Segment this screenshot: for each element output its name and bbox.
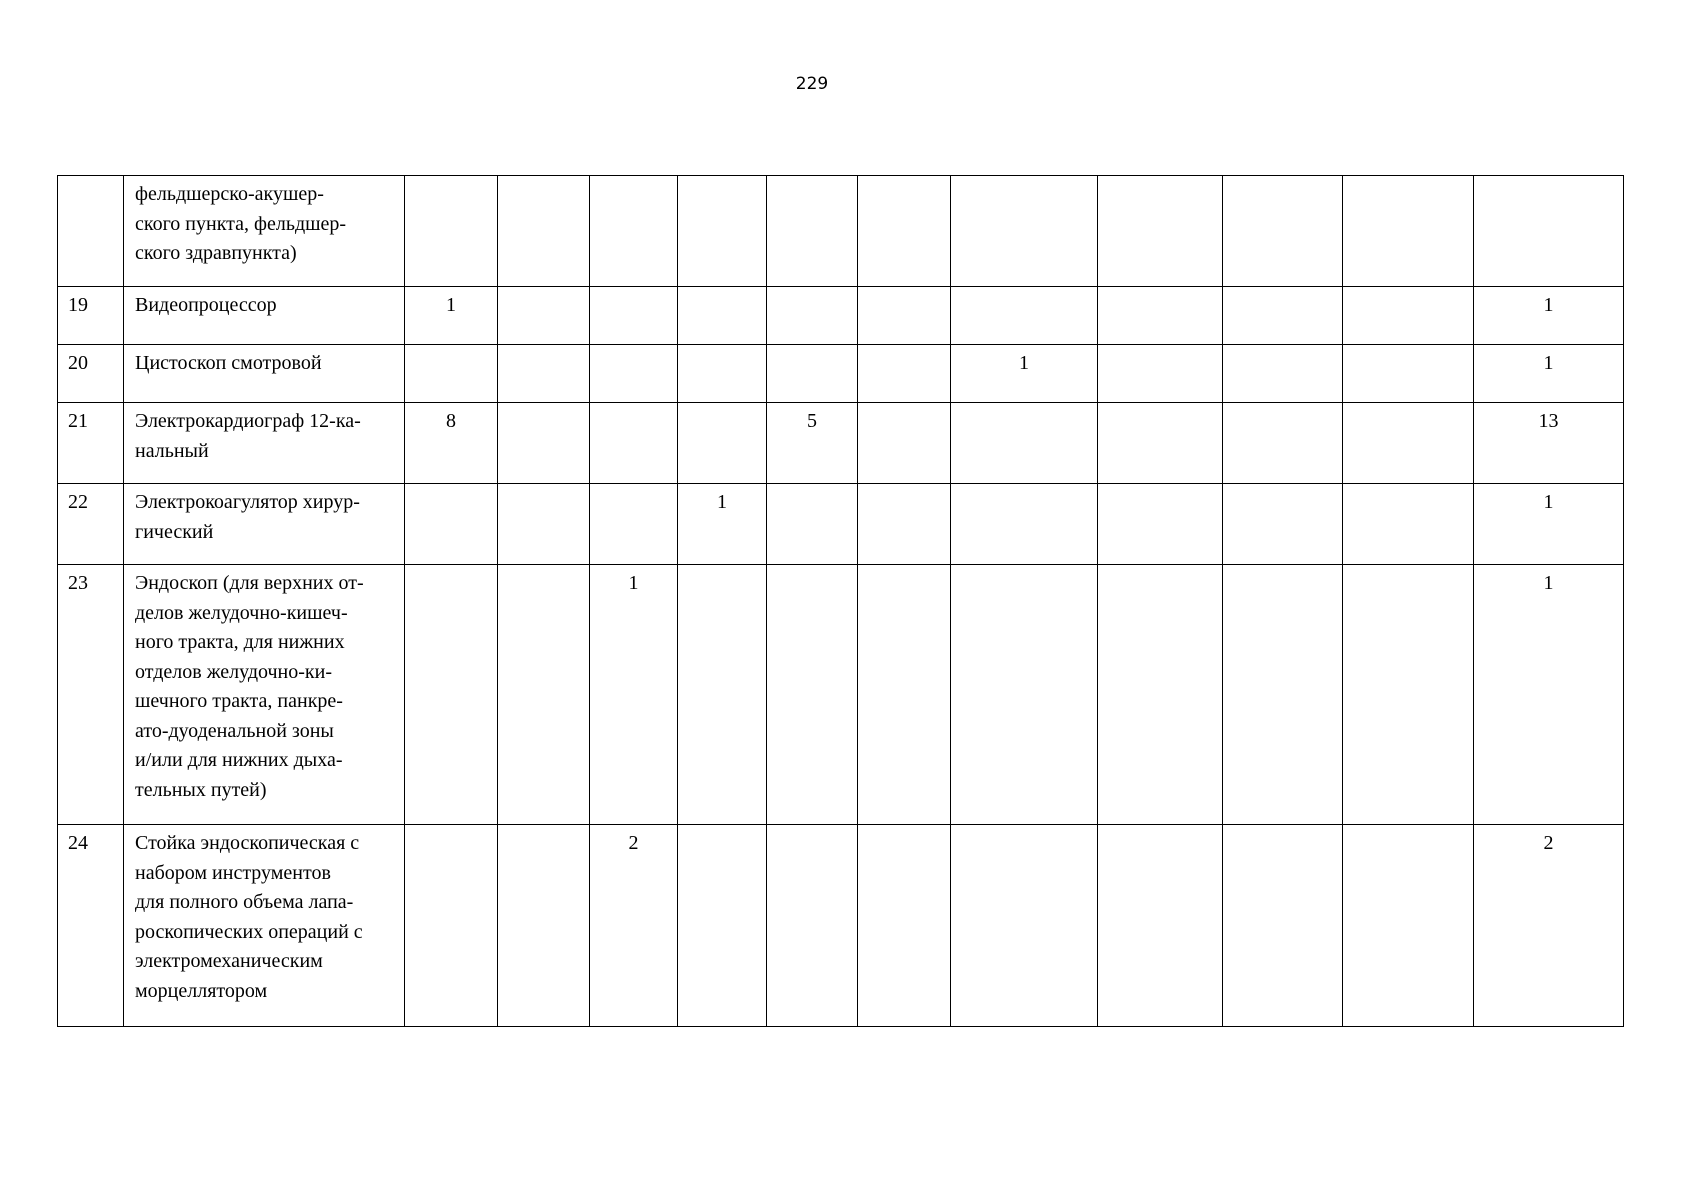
row-number: 24 <box>58 825 124 1027</box>
table-row <box>58 484 1624 565</box>
equipment-name: Электрокардиограф 12-ка- нальный <box>124 403 405 484</box>
quantity-cell <box>1098 176 1223 287</box>
equipment-name: Эндоскоп (для верхних от- делов желудочно-кишеч- ного тракта, для нижних отделов желудочно-ки- шечного тракта, панкре- ато-дуоденальной зоны и/или для нижних дыха- тельных путей) <box>124 565 405 825</box>
equipment-name: Электрокоагулятор хирур- гический <box>124 484 405 565</box>
quantity-cell <box>1223 287 1343 345</box>
quantity-cell <box>767 176 858 287</box>
row-number: 19 <box>58 287 124 345</box>
table-row <box>58 287 1624 345</box>
quantity-cell <box>1098 287 1223 345</box>
quantity-cell <box>590 287 678 345</box>
row-number: 20 <box>58 345 124 403</box>
quantity-cell: 1 <box>405 287 498 345</box>
quantity-cell <box>951 565 1098 825</box>
quantity-cell <box>767 825 858 1027</box>
equipment-name: Цистоскоп смотровой <box>124 345 405 403</box>
quantity-cell <box>498 287 590 345</box>
quantity-cell <box>1343 484 1474 565</box>
quantity-cell <box>498 825 590 1027</box>
quantity-cell <box>1098 565 1223 825</box>
table-body <box>58 176 1624 1027</box>
quantity-cell <box>951 825 1098 1027</box>
quantity-cell <box>1343 403 1474 484</box>
quantity-cell <box>767 287 858 345</box>
quantity-cell <box>590 345 678 403</box>
quantity-cell <box>405 345 498 403</box>
quantity-cell <box>858 565 951 825</box>
quantity-cell: 1 <box>951 345 1098 403</box>
row-number: 21 <box>58 403 124 484</box>
quantity-cell <box>858 287 951 345</box>
quantity-cell <box>590 403 678 484</box>
table-row <box>58 403 1624 484</box>
quantity-cell <box>678 287 767 345</box>
quantity-cell <box>1098 345 1223 403</box>
total-quantity-cell: 1 <box>1474 287 1624 345</box>
total-quantity-cell: 1 <box>1474 484 1624 565</box>
equipment-name: фельдшерско-акушер- ского пункта, фельдшер- ского здравпункта) <box>124 176 405 287</box>
quantity-cell <box>951 287 1098 345</box>
quantity-cell <box>858 345 951 403</box>
equipment-name: Стойка эндоскопическая с набором инструментов для полного объема лапа- роскопических операций с электромеханическим морцеллятором <box>124 825 405 1027</box>
quantity-cell <box>498 176 590 287</box>
quantity-cell: 2 <box>590 825 678 1027</box>
total-quantity-cell: 1 <box>1474 565 1624 825</box>
row-number: 22 <box>58 484 124 565</box>
table-row <box>58 565 1624 825</box>
row-number <box>58 176 124 287</box>
quantity-cell <box>767 565 858 825</box>
quantity-cell <box>1098 484 1223 565</box>
quantity-cell <box>678 403 767 484</box>
quantity-cell <box>1223 825 1343 1027</box>
quantity-cell <box>858 176 951 287</box>
table-row <box>58 345 1624 403</box>
quantity-cell <box>678 565 767 825</box>
quantity-cell <box>1343 287 1474 345</box>
quantity-cell <box>767 484 858 565</box>
quantity-cell <box>858 484 951 565</box>
quantity-cell <box>767 345 858 403</box>
quantity-cell <box>1223 403 1343 484</box>
quantity-cell <box>498 565 590 825</box>
quantity-cell <box>1343 825 1474 1027</box>
quantity-cell: 1 <box>678 484 767 565</box>
quantity-cell <box>1223 484 1343 565</box>
quantity-cell <box>498 484 590 565</box>
equipment-name: Видеопроцессор <box>124 287 405 345</box>
quantity-cell <box>678 176 767 287</box>
total-quantity-cell: 13 <box>1474 403 1624 484</box>
total-quantity-cell <box>1474 176 1624 287</box>
quantity-cell <box>951 484 1098 565</box>
quantity-cell <box>405 825 498 1027</box>
quantity-cell <box>951 403 1098 484</box>
quantity-cell <box>1223 176 1343 287</box>
quantity-cell <box>1098 403 1223 484</box>
quantity-cell <box>498 403 590 484</box>
quantity-cell <box>590 484 678 565</box>
quantity-cell <box>405 565 498 825</box>
quantity-cell <box>1098 825 1223 1027</box>
total-quantity-cell: 2 <box>1474 825 1624 1027</box>
quantity-cell: 8 <box>405 403 498 484</box>
quantity-cell <box>951 176 1098 287</box>
table-row <box>58 176 1624 287</box>
quantity-cell <box>678 345 767 403</box>
quantity-cell <box>590 176 678 287</box>
quantity-cell <box>405 484 498 565</box>
quantity-cell <box>1343 176 1474 287</box>
quantity-cell <box>498 345 590 403</box>
total-quantity-cell: 1 <box>1474 345 1624 403</box>
quantity-cell <box>1223 565 1343 825</box>
row-number: 23 <box>58 565 124 825</box>
quantity-cell <box>1223 345 1343 403</box>
quantity-cell <box>1343 345 1474 403</box>
page-number: 229 <box>795 74 829 94</box>
quantity-cell <box>405 176 498 287</box>
quantity-cell <box>858 825 951 1027</box>
quantity-cell: 1 <box>590 565 678 825</box>
quantity-cell <box>678 825 767 1027</box>
quantity-cell <box>1343 565 1474 825</box>
equipment-table <box>57 175 1624 1027</box>
quantity-cell: 5 <box>767 403 858 484</box>
table-row <box>58 825 1624 1027</box>
quantity-cell <box>858 403 951 484</box>
